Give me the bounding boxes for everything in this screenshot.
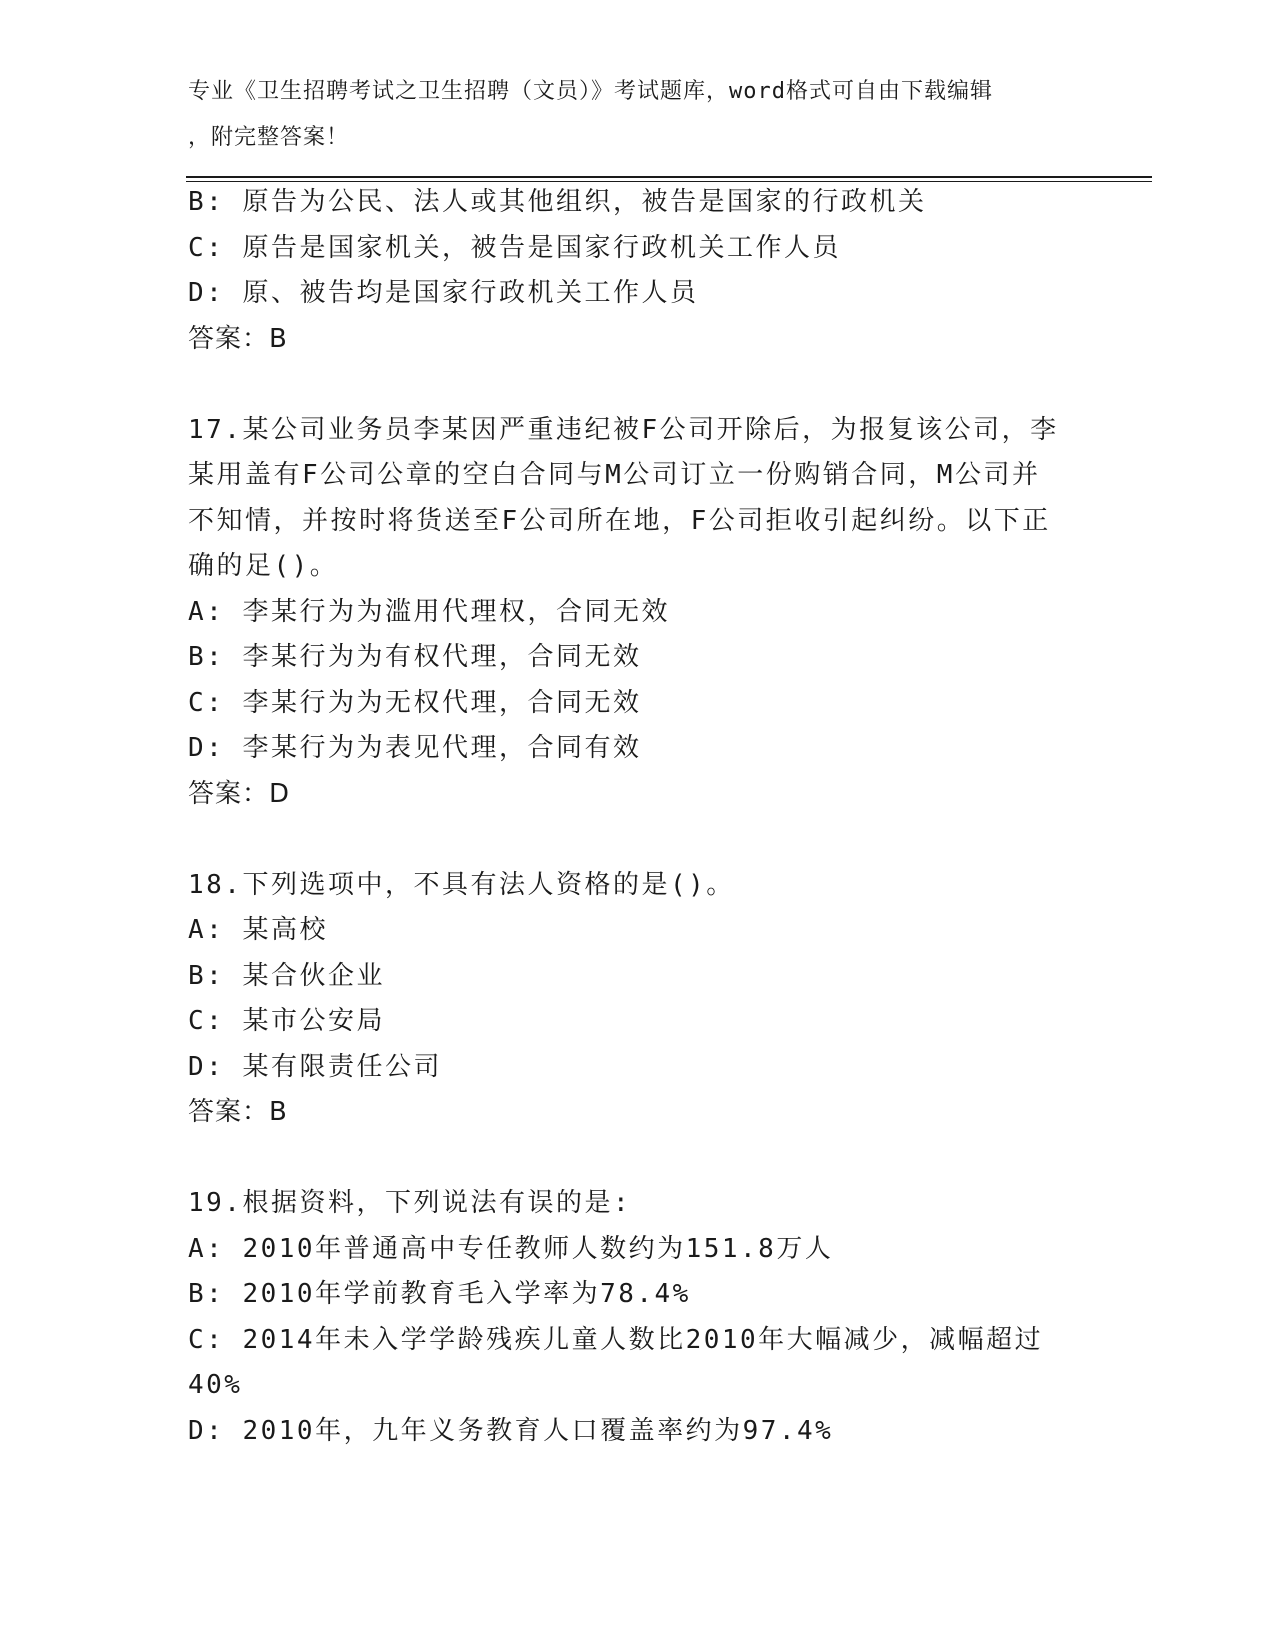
q16-option-c: C: 原告是国家机关，被告是国家行政机关工作人员 bbox=[188, 232, 841, 263]
q19-option-c-line-2: 40% bbox=[188, 1370, 243, 1400]
q17-answer: 答案：D bbox=[188, 778, 291, 809]
header-line-1: 专业《卫生招聘考试之卫生招聘（文员）》考试题库，word格式可自由下载编辑 bbox=[188, 79, 993, 104]
q17-stem-line-3: 不知情，并按时将货送至F公司所在地，F公司拒收引起纠纷。以下正 bbox=[188, 505, 1051, 536]
q17-stem-line-4: 确的足()。 bbox=[188, 551, 339, 581]
q16-option-b: B: 原告为公民、法人或其他组织，被告是国家的行政机关 bbox=[188, 187, 927, 217]
q17-option-a: A: 李某行为为滥用代理权，合同无效 bbox=[188, 596, 670, 627]
q18-option-d: D: 某有限责任公司 bbox=[188, 1051, 442, 1082]
question-17 bbox=[188, 408, 1088, 818]
q19-stem: 19.根据资料，下列说法有误的是: bbox=[188, 1188, 632, 1218]
q18-answer: 答案：B bbox=[188, 1097, 288, 1127]
q19-option-d: D: 2010年，九年义务教育人口覆盖率约为97.4% bbox=[188, 1415, 834, 1446]
q17-option-b: B: 李某行为为有权代理，合同无效 bbox=[188, 642, 642, 672]
header-rule-thick bbox=[186, 176, 1152, 178]
q17-option-d: D: 李某行为为表见代理，合同有效 bbox=[188, 733, 642, 763]
q19-option-a: A: 2010年普通高中专任教师人数约为151.8万人 bbox=[188, 1233, 834, 1264]
header-line-2: ，附完整答案！ bbox=[188, 124, 350, 150]
spacer bbox=[188, 1136, 1088, 1182]
q18-option-c: C: 某市公安局 bbox=[188, 1006, 385, 1036]
question-18 bbox=[188, 863, 1088, 1136]
q18-option-a: A: 某高校 bbox=[188, 915, 328, 945]
question-19 bbox=[188, 1181, 1088, 1454]
q17-stem-line-2: 某用盖有F公司公章的空白合同与M公司订立一份购销合同，M公司并 bbox=[188, 460, 1041, 490]
q19-option-b: B: 2010年学前教育毛入学率为78.4% bbox=[188, 1279, 691, 1309]
q16-answer: 答案：B bbox=[188, 323, 288, 354]
q18-stem: 18.下列选项中，不具有法人资格的是()。 bbox=[188, 869, 735, 900]
q18-option-b: B: 某合伙企业 bbox=[188, 960, 385, 991]
spacer bbox=[188, 817, 1088, 863]
q16-option-d: D: 原、被告均是国家行政机关工作人员 bbox=[188, 278, 699, 308]
document-header bbox=[188, 76, 1088, 167]
q17-stem-line-1: 17.某公司业务员李某因严重违纪被F公司开除后，为报复该公司，李 bbox=[188, 414, 1059, 445]
question-list bbox=[188, 180, 1088, 1454]
q17-option-c: C: 李某行为为无权代理，合同无效 bbox=[188, 687, 642, 718]
question-16 bbox=[188, 180, 1088, 362]
spacer bbox=[188, 362, 1088, 408]
q19-option-c-line-1: C: 2014年未入学学龄残疾儿童人数比2010年大幅减少，减幅超过 bbox=[188, 1324, 1044, 1355]
